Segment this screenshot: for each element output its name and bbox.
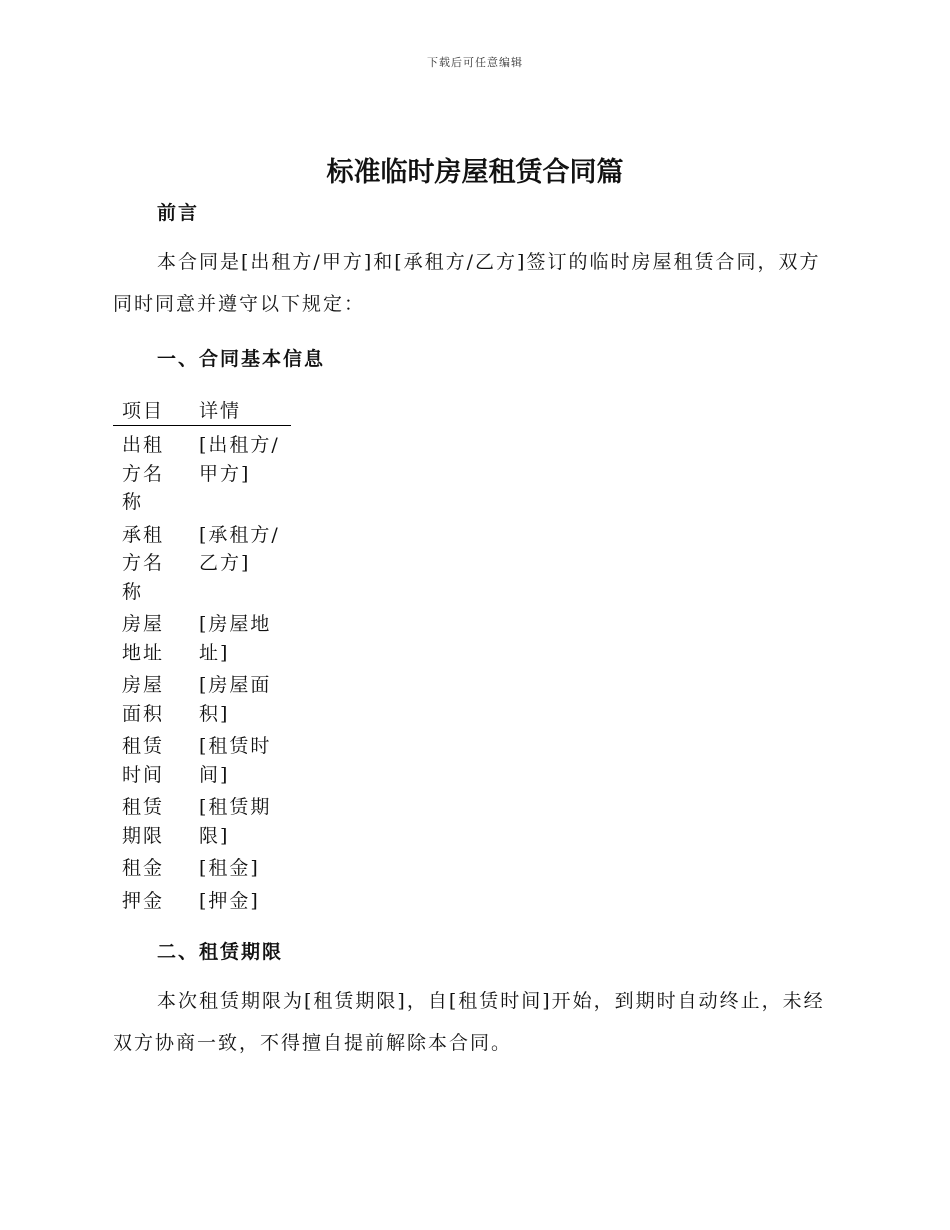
table-row — [113, 791, 291, 852]
table-row — [113, 426, 291, 519]
table-cell-item: 租金 — [122, 857, 165, 879]
table-row — [113, 885, 291, 918]
table-cell-item: 房屋面积 — [122, 674, 165, 725]
table-cell-detail: [出租方/甲方] — [199, 434, 280, 485]
table-cell-item: 出租方名称 — [122, 434, 165, 513]
table-cell-item: 房屋地址 — [122, 613, 165, 664]
table-cell-item: 押金 — [122, 889, 165, 912]
table-row — [113, 519, 291, 609]
preface-paragraph: 本合同是[出租方/甲方]和[承租方/乙方]签订的临时房屋租赁合同，双方同时同意并遵守以下规定： — [113, 251, 821, 315]
table-cell-detail: [房屋地址] — [199, 613, 272, 664]
table-row — [113, 608, 291, 669]
section2-paragraph: 本次租赁期限为[租赁期限]，自[租赁时间]开始，到期时自动终止，未经双方协商一致，不得擅自提前解除本合同。 — [113, 990, 825, 1054]
table-header-row — [113, 393, 291, 426]
table-cell-detail: [承租方/乙方] — [199, 523, 280, 574]
page-header: 下载后可任意编辑 — [427, 56, 523, 69]
table-header-item: 项目 — [113, 393, 190, 426]
preface-heading: 前言 — [157, 202, 200, 224]
table-cell-item: 承租方名称 — [122, 523, 165, 603]
table-row — [113, 669, 291, 730]
table-cell-item: 租赁时间 — [122, 735, 165, 786]
table-cell-detail: [租金] — [199, 857, 260, 879]
table-cell-detail: [租赁期限] — [199, 796, 272, 847]
table-cell-detail: [租赁时间] — [199, 735, 272, 786]
table-cell-detail: [押金] — [199, 889, 260, 912]
table-row — [113, 730, 291, 791]
document-title: 标准临时房屋租赁合同篇 — [326, 157, 624, 188]
table-row — [113, 852, 291, 885]
table-cell-item: 租赁期限 — [122, 796, 165, 847]
section1-heading: 一、合同基本信息 — [157, 348, 326, 370]
table-cell-detail: [房屋面积] — [199, 674, 272, 725]
table-header-detail: 详情 — [190, 393, 291, 426]
contract-info-table — [113, 393, 291, 917]
section2-heading: 二、租赁期限 — [157, 941, 284, 963]
